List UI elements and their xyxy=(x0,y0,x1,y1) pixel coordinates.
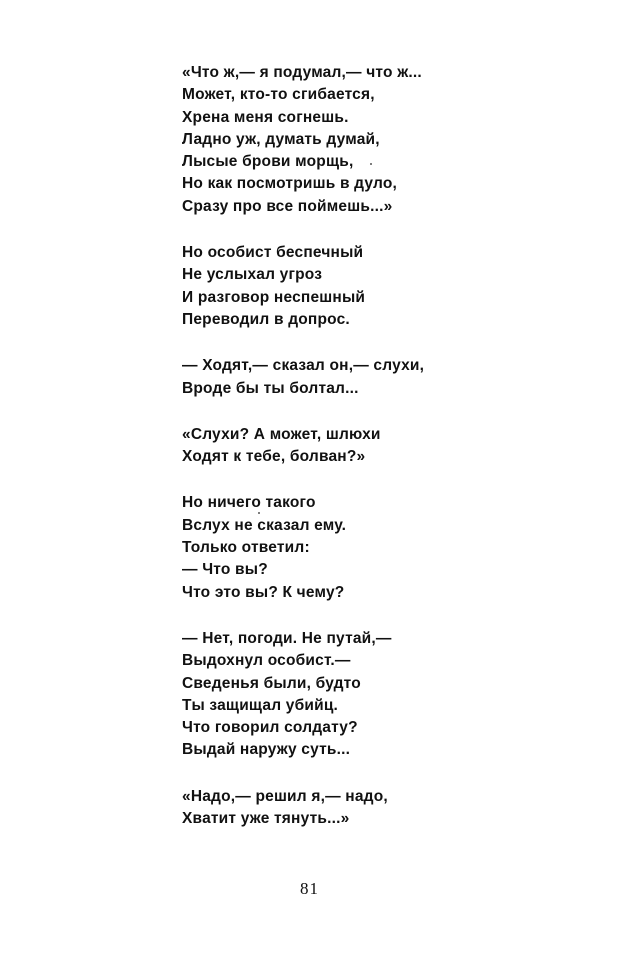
page-number: 81 xyxy=(300,879,319,898)
stanza-gap xyxy=(182,762,582,786)
poem-line: Вслух не сказал ему. xyxy=(182,516,347,534)
poem-line: Ходят к тебе, болван?» xyxy=(182,448,366,466)
stanza-gap xyxy=(182,331,582,355)
poem-line: — Ходят,— сказал он,— слухи, xyxy=(182,357,425,375)
stanza-1 xyxy=(182,62,582,218)
poem-line: И разговор неспешный xyxy=(182,288,366,306)
stanza-3 xyxy=(182,355,582,400)
stanza-gap xyxy=(182,218,582,242)
poem-line: Сведенья были, будто xyxy=(182,674,361,692)
poem-line: Хрена меня согнешь. xyxy=(182,108,349,126)
poem-line: Что это вы? К чему? xyxy=(182,583,345,601)
stanza-2 xyxy=(182,242,582,331)
print-speck xyxy=(370,163,372,165)
poem-line: Что говорил солдату? xyxy=(182,719,358,737)
poem-text xyxy=(182,62,582,830)
stanza-gap xyxy=(182,604,582,628)
poem-line: Хватит уже тянуть...» xyxy=(182,810,350,828)
stanza-gap xyxy=(182,400,582,424)
poem-line: Выдохнул особист.— xyxy=(182,652,351,670)
poem-line: — Нет, погоди. Не путай,— xyxy=(182,629,392,647)
poem-line: «Что ж,— я подумал,— что ж... xyxy=(182,64,422,81)
print-speck xyxy=(258,512,260,514)
poem-line: Но как посмотришь в дуло, xyxy=(182,175,398,193)
poem-line: Лысые брови морщь, xyxy=(182,153,354,171)
stanza-4 xyxy=(182,424,582,469)
poem-line: Ты защищал убийц. xyxy=(182,696,339,714)
poem-line: «Слухи? А может, шлюхи xyxy=(182,425,381,443)
stanza-7 xyxy=(182,786,582,831)
stanza-gap xyxy=(182,468,582,492)
stanza-6 xyxy=(182,628,582,762)
poem-line: Но ничего такого xyxy=(182,494,316,512)
poem-line: Не услыхал угроз xyxy=(182,266,323,284)
poem-line: Выдай наружу суть... xyxy=(182,741,351,759)
poem-line: Может, кто-то сгибается, xyxy=(182,86,375,104)
poem-line: Только ответил: xyxy=(182,539,310,557)
poem-line: Вроде бы ты болтал... xyxy=(182,379,359,397)
poem-line: Переводил в допрос. xyxy=(182,310,350,328)
poem-line: Но особист беспечный xyxy=(182,244,364,262)
poem-line: Ладно уж, думать думай, xyxy=(182,130,380,148)
poem-line: — Что вы? xyxy=(182,561,268,579)
poem-line: «Надо,— решил я,— надо, xyxy=(182,787,388,805)
poem-line: Сразу про все поймешь...» xyxy=(182,197,393,215)
stanza-5 xyxy=(182,492,582,603)
